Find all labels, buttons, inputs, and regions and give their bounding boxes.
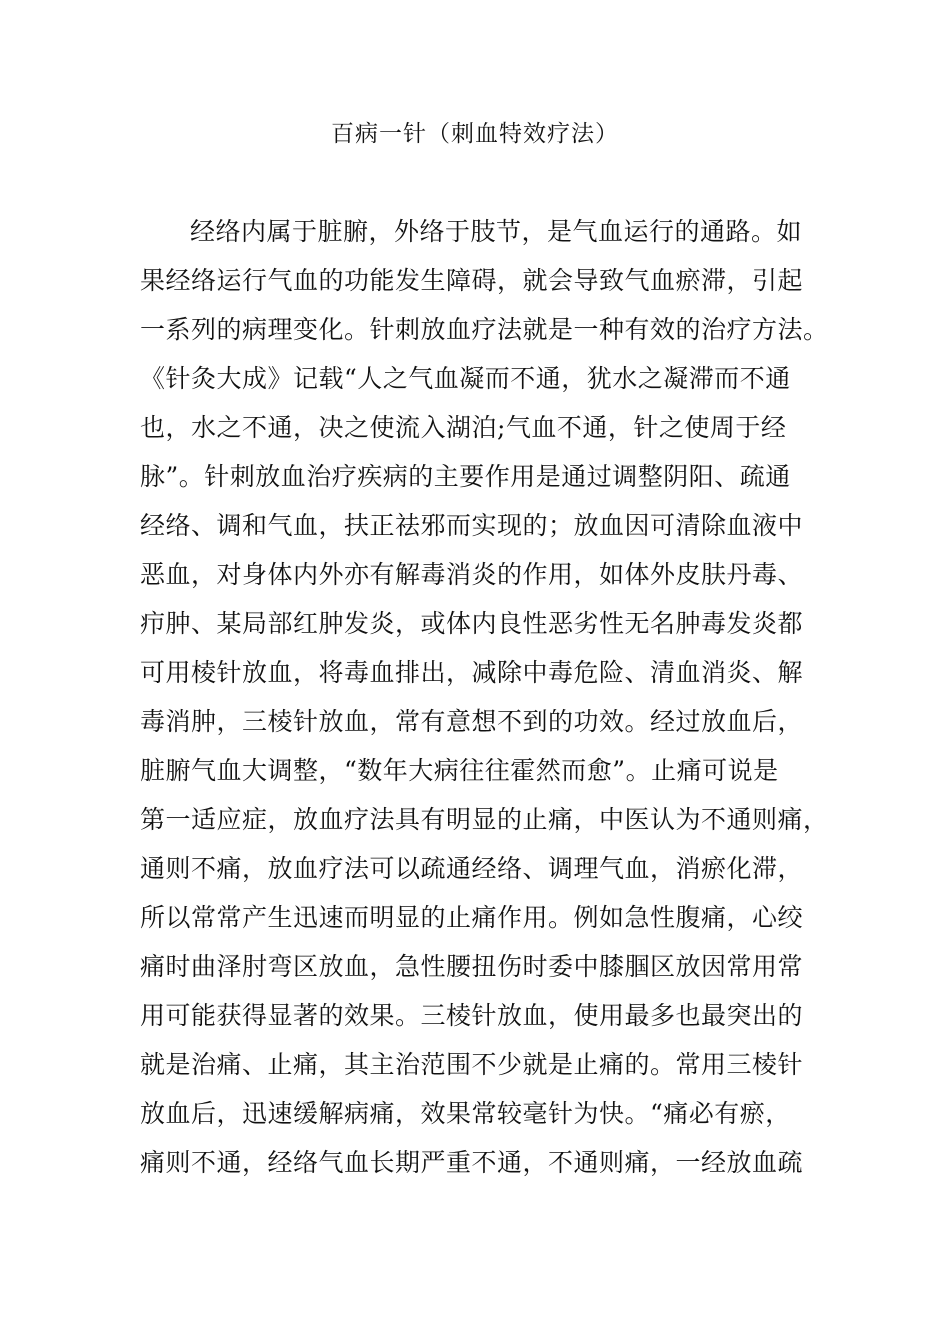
text-line: 脏腑气血大调整，“数年大病往往霍然而愈”。止痛可说是 [140, 756, 779, 785]
text-line: 第一适应症，放血疗法具有明显的止痛，中医认为不通则痛， [140, 805, 829, 834]
text-line: 用可能获得显著的效果。三棱针放血，使用最多也最突出的 [140, 1001, 804, 1030]
text-line: 经络内属于脏腑，外络于肢节，是气血运行的通路。如 [190, 217, 803, 246]
text-line: 果经络运行气血的功能发生障碍，就会导致气血瘀滞，引起 [140, 266, 804, 295]
text-line: 也，水之不通，决之使流入湖泊;气血不通，针之使周于经 [140, 413, 787, 442]
text-line: 所以常常产生迅速而明显的止痛作用。例如急性腹痛，心绞 [140, 903, 804, 932]
document-title: 百病一针（刺血特效疗法） [331, 121, 619, 147]
text-line: 脉”。针刺放血治疗疾病的主要作用是通过调整阴阳、疏通 [140, 462, 791, 491]
text-line: 《针灸大成》记载“人之气血凝而不通，犹水之凝滞而不通 [140, 364, 791, 393]
text-line: 一系列的病理变化。针刺放血疗法就是一种有效的治疗方法。 [140, 315, 829, 344]
text-line: 放血后，迅速缓解病痛，效果常较毫针为快。“痛必有瘀， [140, 1099, 791, 1128]
text-line: 就是治痛、止痛，其主治范围不少就是止痛的。常用三棱针 [140, 1050, 804, 1079]
text-line: 恶血，对身体内外亦有解毒消炎的作用，如体外皮肤丹毒、 [140, 560, 804, 589]
text-line: 经络、调和气血，扶正祛邪而实现的；放血因可清除血液中 [140, 511, 804, 540]
body-paragraph [140, 207, 840, 1187]
text-line: 毒消肿，三棱针放血，常有意想不到的功效。经过放血后， [140, 707, 804, 736]
text-line: 痛则不通，经络气血长期严重不通，不通则痛，一经放血疏 [140, 1148, 804, 1177]
text-line: 通则不痛，放血疗法可以疏通经络、调理气血，消瘀化滞， [140, 854, 804, 883]
text-line: 疖肿、某局部红肿发炎，或体内良性恶劣性无名肿毒发炎都 [140, 609, 804, 638]
text-line: 可用棱针放血，将毒血排出，减除中毒危险、清血消炎、解 [140, 658, 804, 687]
text-line: 痛时曲泽肘弯区放血，急性腰扭伤时委中膝腘区放因常用常 [140, 952, 804, 981]
